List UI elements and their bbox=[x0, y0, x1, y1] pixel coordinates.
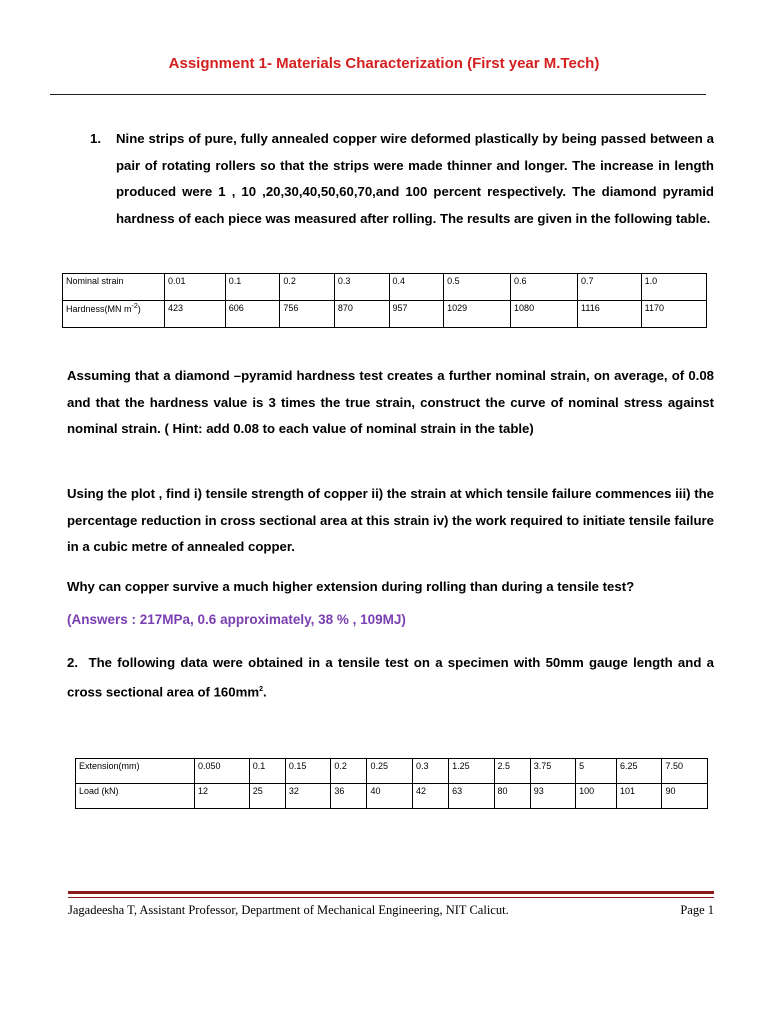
footer-rule-thin bbox=[68, 897, 714, 898]
table-cell: 423 bbox=[165, 301, 226, 328]
question-2 bbox=[67, 650, 714, 705]
table-cell: 7.50 bbox=[662, 759, 708, 784]
row-header: Nominal strain bbox=[63, 274, 165, 301]
question-2-number: 2. bbox=[67, 655, 78, 670]
table-cell: 6.25 bbox=[616, 759, 661, 784]
document-title: Assignment 1- Materials Characterization (First year M.Tech) bbox=[168, 55, 600, 72]
table-cell: 1080 bbox=[511, 301, 578, 328]
table-cell: 36 bbox=[331, 784, 367, 809]
table-cell: 0.7 bbox=[578, 274, 642, 301]
table-cell: 40 bbox=[367, 784, 412, 809]
footer-rule-thick bbox=[68, 891, 714, 894]
paragraph-assumption: Assuming that a diamond –pyramid hardness test creates a further nominal strain, on average, of 0.08 and that the hardness value is 3 times the true strain, construct the curve of nominal stress against nominal strain. ( Hint: add 0.08 to each value of nominal strain in the table) bbox=[67, 368, 714, 436]
table-cell: 957 bbox=[389, 301, 444, 328]
table-cell: 0.15 bbox=[285, 759, 330, 784]
table-cell: 0.5 bbox=[444, 274, 511, 301]
table-cell: 0.25 bbox=[367, 759, 412, 784]
table-cell: 42 bbox=[412, 784, 448, 809]
table-cell: 5 bbox=[576, 759, 617, 784]
question-2-text: The following data were obtained in a tensile test on a specimen with 50mm gauge length and a cross sectional area of 160mm bbox=[67, 655, 714, 699]
row-header-text: Hardness(MN m bbox=[66, 304, 132, 314]
table-cell: 101 bbox=[616, 784, 661, 809]
table-cell: 0.2 bbox=[331, 759, 367, 784]
row-header bbox=[63, 301, 165, 328]
table-cell: 1170 bbox=[641, 301, 706, 328]
table-cell: 1.0 bbox=[641, 274, 706, 301]
question-1 bbox=[90, 126, 714, 232]
table-row bbox=[63, 301, 707, 328]
title-divider bbox=[50, 94, 706, 95]
answers-line: (Answers : 217MPa, 0.6 approximately, 38 % , 109MJ) bbox=[67, 612, 406, 627]
hardness-table bbox=[62, 273, 707, 328]
table-row bbox=[63, 274, 707, 301]
table-cell: 80 bbox=[494, 784, 530, 809]
row-header: Extension(mm) bbox=[76, 759, 195, 784]
table-cell: 870 bbox=[334, 301, 389, 328]
table-row bbox=[76, 759, 708, 784]
table-cell: 0.1 bbox=[225, 274, 280, 301]
table-cell: 0.050 bbox=[195, 759, 250, 784]
tensile-test-table bbox=[75, 758, 708, 809]
paragraph-rolling-question: Why can copper survive a much higher extension during rolling than during a tensile test? bbox=[67, 579, 635, 594]
question-1-text: Nine strips of pure, fully annealed copper wire deformed plastically by being passed between a pair of rotating rollers so that the strips were made thinner and longer. The increase in length produced were 1 , 10 ,20,30,40,50,60,70,and 100 percent respectively. The diamond pyramid hardness of each piece was measured after rolling. The results are given in the following table. bbox=[116, 131, 714, 226]
table-cell: 606 bbox=[225, 301, 280, 328]
question-1-number: 1. bbox=[90, 131, 101, 146]
row-header-close: ) bbox=[137, 304, 141, 314]
table-cell: 0.4 bbox=[389, 274, 444, 301]
paragraph-plot-tasks: Using the plot , find i) tensile strength of copper ii) the strain at which tensile failure commences iii) the percentage reduction in cross sectional area at this strain iv) the work required to initiate tensile failure in a cubic metre of annealed copper. bbox=[67, 486, 714, 554]
table-cell: 756 bbox=[280, 301, 335, 328]
question-2-end: . bbox=[262, 683, 267, 699]
table-row bbox=[76, 784, 708, 809]
table-cell: 0.2 bbox=[280, 274, 335, 301]
page-number: Page 1 bbox=[680, 903, 714, 917]
footer-author: Jagadeesha T, Assistant Professor, Department of Mechanical Engineering, NIT Calicut. bbox=[68, 903, 509, 917]
table-cell: 0.1 bbox=[249, 759, 285, 784]
table-cell: 1116 bbox=[578, 301, 642, 328]
table-cell: 25 bbox=[249, 784, 285, 809]
table-cell: 100 bbox=[576, 784, 617, 809]
table-cell: 1029 bbox=[444, 301, 511, 328]
area-exponent: 2 bbox=[259, 685, 263, 693]
table-cell: 0.3 bbox=[334, 274, 389, 301]
table-cell: 90 bbox=[662, 784, 708, 809]
table-cell: 63 bbox=[449, 784, 494, 809]
table-cell: 32 bbox=[285, 784, 330, 809]
table-cell: 3.75 bbox=[530, 759, 575, 784]
unit-exponent: -2 bbox=[131, 303, 138, 310]
table-cell: 0.01 bbox=[165, 274, 226, 301]
table-cell: 93 bbox=[530, 784, 575, 809]
table-cell: 1.25 bbox=[449, 759, 494, 784]
table-cell: 0.3 bbox=[412, 759, 448, 784]
table-cell: 12 bbox=[195, 784, 250, 809]
table-cell: 2.5 bbox=[494, 759, 530, 784]
row-header: Load (kN) bbox=[76, 784, 195, 809]
table-cell: 0.6 bbox=[511, 274, 578, 301]
